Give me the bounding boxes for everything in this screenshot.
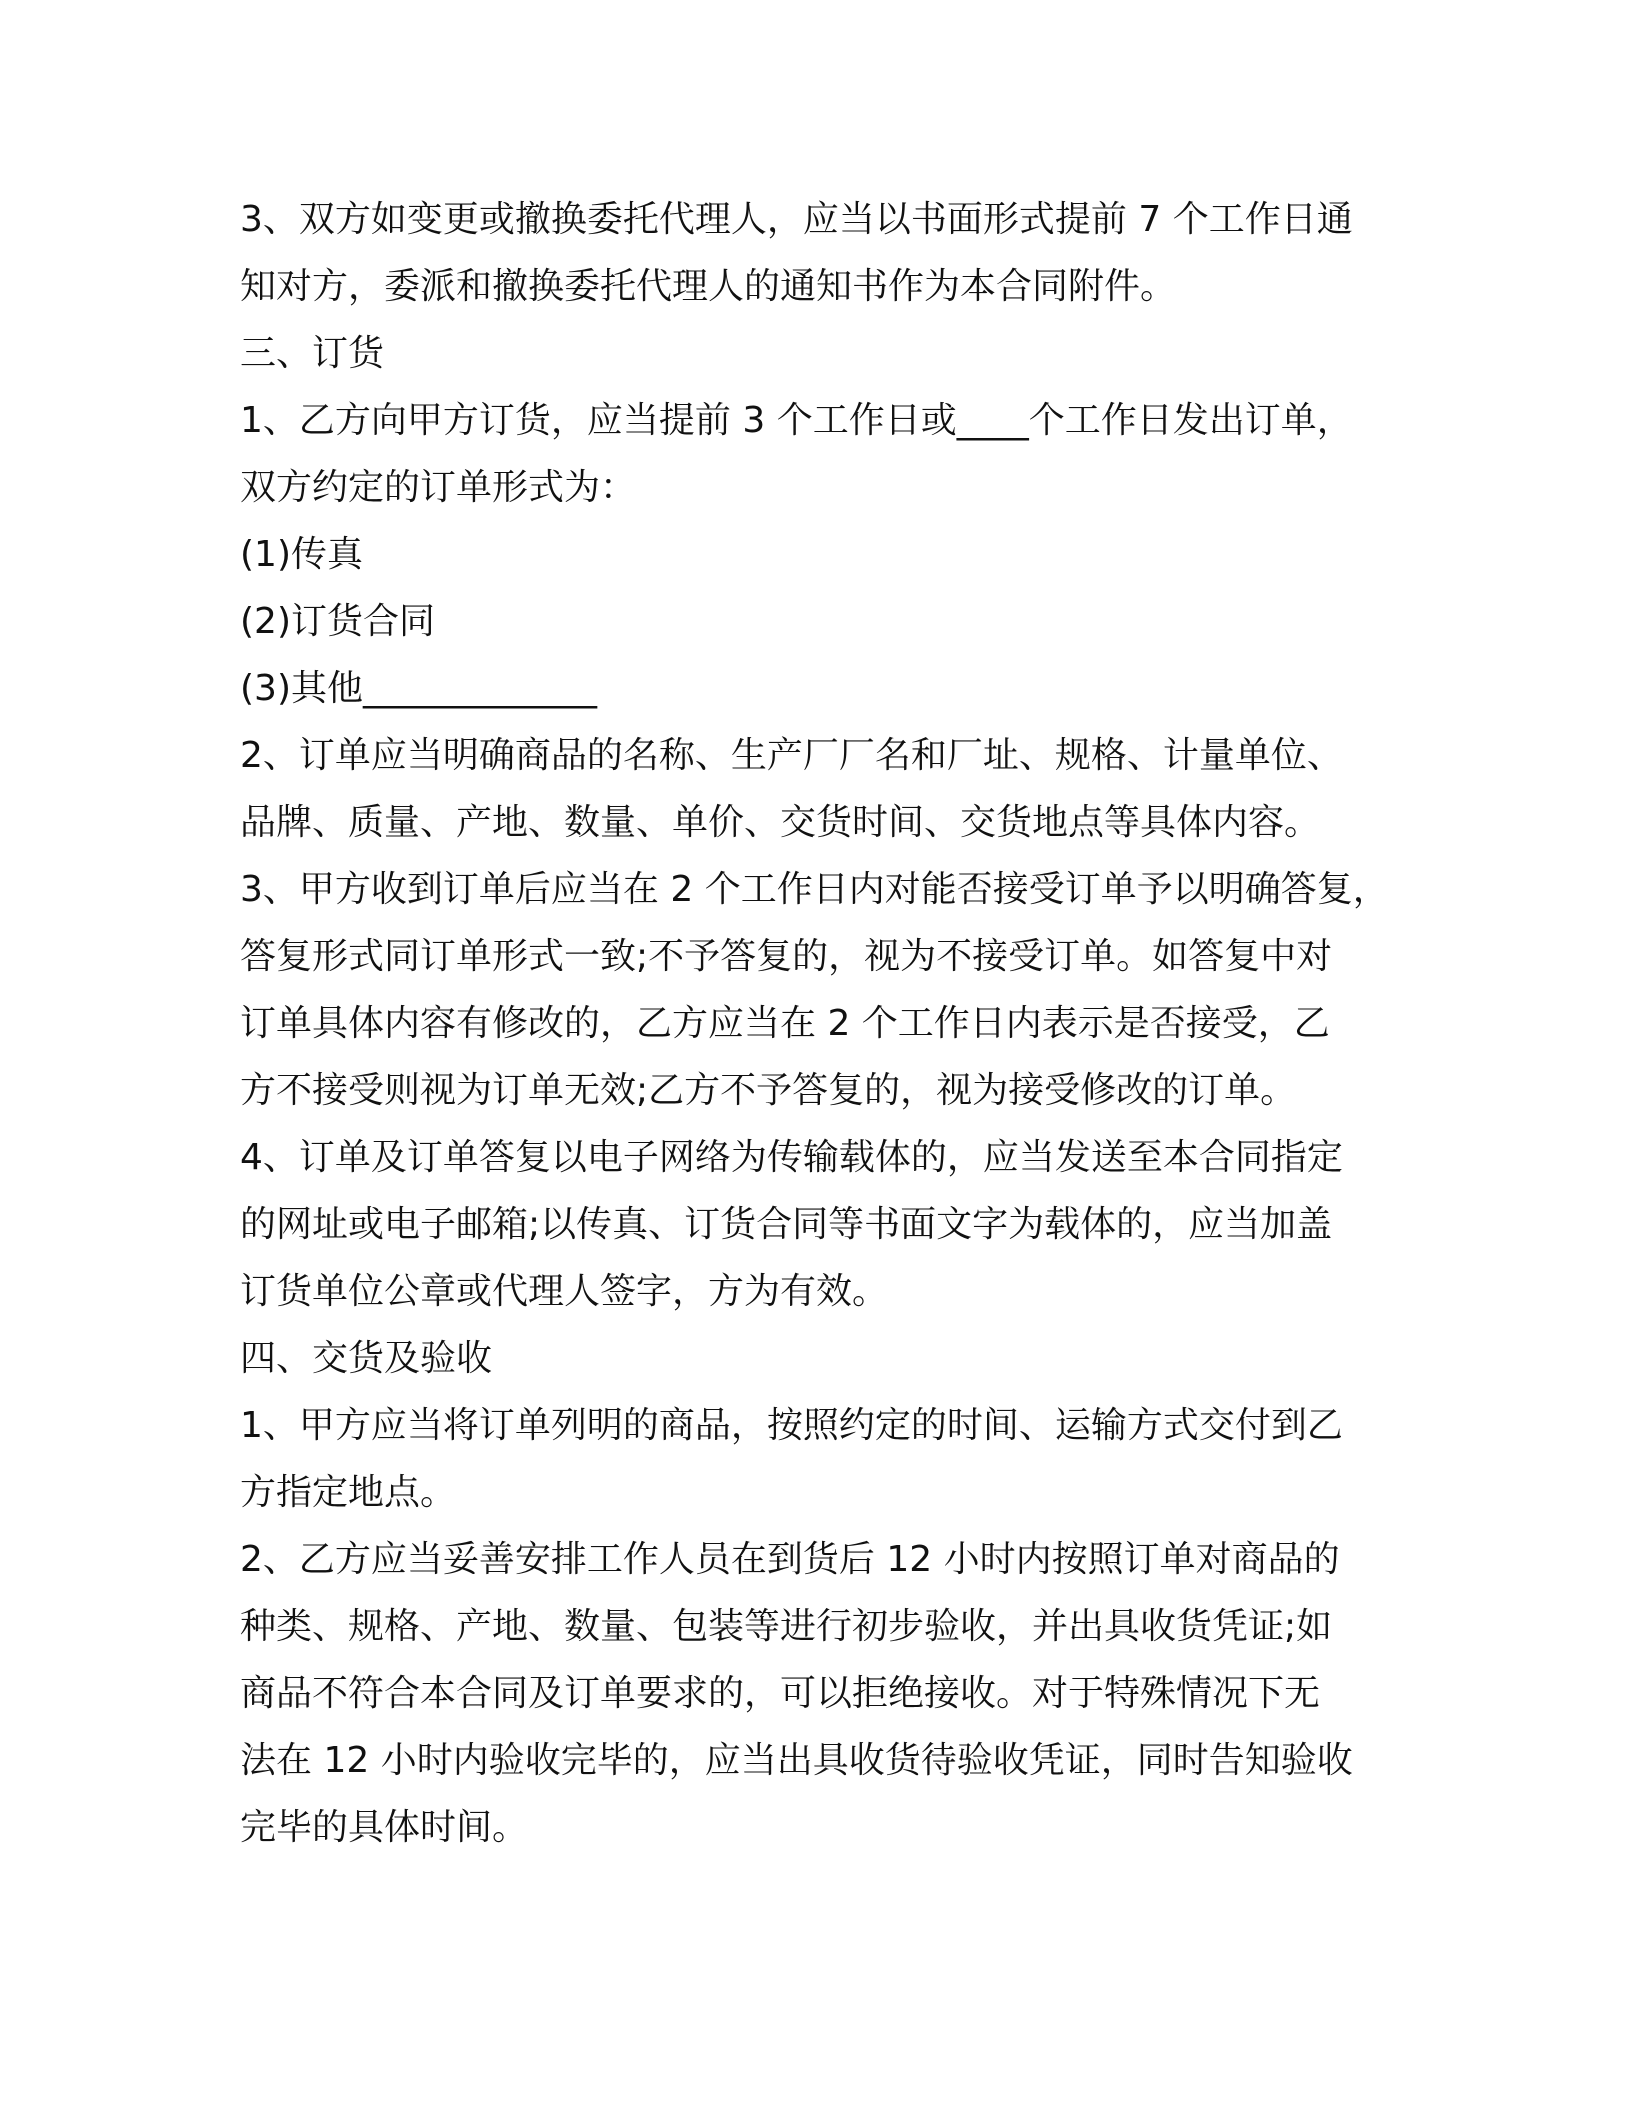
text-line: 3、双方如变更或撤换委托代理人，应当以书面形式提前 7 个工作日通 [240,199,1353,240]
text-line: 法在 12 小时内验收完毕的，应当出具收货待验收凭证，同时告知验收 [240,1740,1353,1781]
text-line: 2、乙方应当妥善安排工作人员在到货后 12 小时内按照订单对商品的 [240,1539,1340,1580]
text-line: 1、乙方向甲方订货，应当提前 3 个工作日或____个工作日发出订单， [240,400,1353,441]
section-heading: 三、订货 [240,333,385,374]
text-line: 种类、规格、产地、数量、包装等进行初步验收，并出具收货凭证;如 [240,1606,1333,1647]
text-line: 1、甲方应当将订单列明的商品，按照约定的时间、运输方式交付到乙 [240,1405,1343,1446]
text-line: 品牌、质量、产地、数量、单价、交货时间、交货地点等具体内容。 [240,802,1321,843]
text-line: 3、甲方收到订单后应当在 2 个工作日内对能否接受订单予以明确答复， [240,869,1389,910]
text-line: 方指定地点。 [240,1472,457,1513]
list-item: (1)传真 [240,534,363,575]
text-line: 答复形式同订单形式一致;不予答复的，视为不接受订单。如答复中对 [240,936,1333,977]
list-item: (3)其他_____________ [240,668,597,709]
text-line: 订货单位公章或代理人签字，方为有效。 [240,1271,889,1312]
list-item: (2)订货合同 [240,601,435,642]
text-line: 知对方，委派和撤换委托代理人的通知书作为本合同附件。 [240,266,1177,307]
text-line: 商品不符合本合同及订单要求的，可以拒绝接收。对于特殊情况下无 [240,1673,1321,1714]
text-line: 完毕的具体时间。 [240,1807,529,1848]
text-line: 双方约定的订单形式为： [240,467,637,508]
document-body [240,186,1420,1861]
section-heading: 四、交货及验收 [240,1338,493,1379]
text-line: 2、订单应当明确商品的名称、生产厂厂名和厂址、规格、计量单位、 [240,735,1343,776]
text-line: 的网址或电子邮箱;以传真、订货合同等书面文字为载体的，应当加盖 [240,1204,1333,1245]
text-line: 方不接受则视为订单无效;乙方不予答复的，视为接受修改的订单。 [240,1070,1297,1111]
text-line: 4、订单及订单答复以电子网络为传输载体的，应当发送至本合同指定 [240,1137,1343,1178]
text-line: 订单具体内容有修改的，乙方应当在 2 个工作日内表示是否接受，乙 [240,1003,1330,1044]
